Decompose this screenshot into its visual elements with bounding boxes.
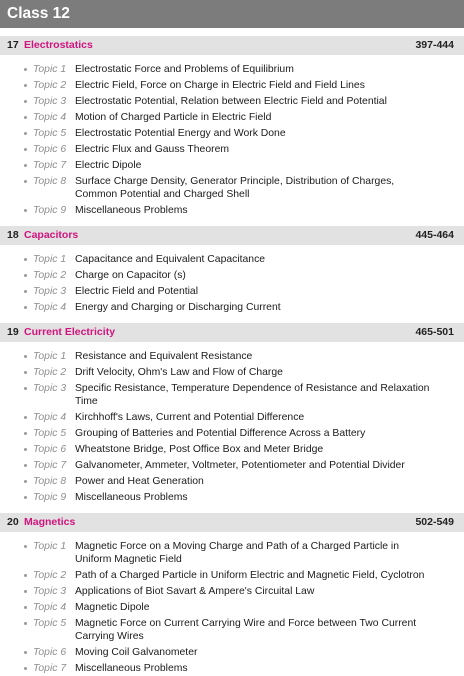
topic-label: Topic 5 xyxy=(33,427,67,439)
topic-row xyxy=(0,599,464,615)
chapter-section xyxy=(0,323,464,505)
chapter-title: Magnetics xyxy=(24,516,76,528)
topic-title: Specific Resistance, Temperature Dependence of Resistance and Relaxation Time xyxy=(75,382,430,407)
chapter-page-range: 465-501 xyxy=(415,326,454,338)
chapter-title: Current Electricity xyxy=(24,326,116,338)
topic-label: Topic 1 xyxy=(33,253,67,265)
topic-label: Topic 2 xyxy=(33,569,67,581)
topic-title: Electric Field, Force on Charge in Electric Field and Field Lines xyxy=(75,79,365,91)
topic-title: Electrostatic Potential, Relation between Electric Field and Potential xyxy=(75,95,387,107)
bullet-icon xyxy=(24,545,27,548)
topic-row xyxy=(0,473,464,489)
topic-title: Miscellaneous Problems xyxy=(75,491,188,503)
topic-label: Topic 2 xyxy=(33,79,67,91)
bullet-icon xyxy=(24,274,27,277)
topic-list xyxy=(0,61,464,218)
topic-title: Miscellaneous Problems xyxy=(75,204,188,216)
topic-title: Path of a Charged Particle in Uniform Electric and Magnetic Field, Cyclotron xyxy=(75,569,425,581)
bullet-icon xyxy=(24,290,27,293)
topic-title: Wheatstone Bridge, Post Office Box and Meter Bridge xyxy=(75,443,324,455)
topic-row xyxy=(0,283,464,299)
bullet-icon xyxy=(24,209,27,212)
topic-row xyxy=(0,109,464,125)
topic-row xyxy=(0,457,464,473)
chapter-header xyxy=(0,36,464,55)
topic-row xyxy=(0,125,464,141)
bullet-icon xyxy=(24,574,27,577)
bullet-icon xyxy=(24,116,27,119)
topic-label: Topic 4 xyxy=(33,111,67,123)
class-title: Class 12 xyxy=(0,0,464,28)
topic-row xyxy=(0,173,464,202)
bullet-icon xyxy=(24,496,27,499)
topic-label: Topic 6 xyxy=(33,143,67,155)
topic-label: Topic 2 xyxy=(33,366,67,378)
chapter-section xyxy=(0,513,464,676)
topic-row xyxy=(0,267,464,283)
bullet-icon xyxy=(24,258,27,261)
chapter-page-range: 445-464 xyxy=(415,229,454,241)
topic-label: Topic 9 xyxy=(33,491,67,503)
bullet-icon xyxy=(24,180,27,183)
topic-label: Topic 5 xyxy=(33,617,67,629)
bullet-icon xyxy=(24,100,27,103)
bullet-icon xyxy=(24,432,27,435)
topic-label: Topic 1 xyxy=(33,63,67,75)
chapter-header xyxy=(0,226,464,245)
topic-row xyxy=(0,77,464,93)
topic-label: Topic 2 xyxy=(33,269,67,281)
topic-label: Topic 8 xyxy=(33,175,67,187)
topic-title: Power and Heat Generation xyxy=(75,475,204,487)
chapter-header xyxy=(0,323,464,342)
bullet-icon xyxy=(24,132,27,135)
chapter-page-range: 397-444 xyxy=(415,39,454,51)
topic-row xyxy=(0,489,464,505)
chapter-section xyxy=(0,226,464,315)
bullet-icon xyxy=(24,590,27,593)
topic-row xyxy=(0,141,464,157)
topic-label: Topic 6 xyxy=(33,646,67,658)
bullet-icon xyxy=(24,651,27,654)
chapter-list xyxy=(0,36,464,676)
bullet-icon xyxy=(24,371,27,374)
topic-title: Resistance and Equivalent Resistance xyxy=(75,350,253,362)
chapter-page-range: 502-549 xyxy=(415,516,454,528)
topic-list xyxy=(0,348,464,505)
topic-row xyxy=(0,441,464,457)
topic-label: Topic 1 xyxy=(33,350,67,362)
chapter-header xyxy=(0,513,464,532)
topic-label: Topic 4 xyxy=(33,411,67,423)
bullet-icon xyxy=(24,387,27,390)
topic-title: Motion of Charged Particle in Electric Field xyxy=(75,111,272,123)
topic-row xyxy=(0,299,464,315)
bullet-icon xyxy=(24,606,27,609)
topic-label: Topic 3 xyxy=(33,95,67,107)
topic-title: Magnetic Dipole xyxy=(75,601,150,613)
topic-title: Drift Velocity, Ohm's Law and Flow of Charge xyxy=(75,366,283,378)
topic-row xyxy=(0,380,464,409)
topic-row xyxy=(0,202,464,218)
topic-label: Topic 7 xyxy=(33,662,67,674)
topic-label: Topic 8 xyxy=(33,475,67,487)
topic-label: Topic 3 xyxy=(33,285,67,297)
topic-label: Topic 4 xyxy=(33,301,67,313)
bullet-icon xyxy=(24,416,27,419)
topic-row xyxy=(0,567,464,583)
chapter-number: 19 xyxy=(7,326,19,338)
topic-row xyxy=(0,425,464,441)
topic-title: Energy and Charging or Discharging Current xyxy=(75,301,281,313)
topic-row xyxy=(0,660,464,676)
topic-title: Electrostatic Force and Problems of Equilibrium xyxy=(75,63,294,75)
topic-title: Miscellaneous Problems xyxy=(75,662,188,674)
topic-title: Moving Coil Galvanometer xyxy=(75,646,198,658)
bullet-icon xyxy=(24,84,27,87)
chapter-title: Electrostatics xyxy=(24,39,93,51)
topic-label: Topic 3 xyxy=(33,382,67,394)
topic-title: Charge on Capacitor (s) xyxy=(75,269,186,281)
chapter-section xyxy=(0,36,464,218)
topic-row xyxy=(0,93,464,109)
topic-list xyxy=(0,538,464,676)
topic-title: Capacitance and Equivalent Capacitance xyxy=(75,253,266,265)
bullet-icon xyxy=(24,68,27,71)
topic-row xyxy=(0,348,464,364)
topic-row xyxy=(0,251,464,267)
bullet-icon xyxy=(24,355,27,358)
topic-row xyxy=(0,157,464,173)
chapter-number: 17 xyxy=(7,39,19,51)
topic-row xyxy=(0,409,464,425)
bullet-icon xyxy=(24,464,27,467)
topic-label: Topic 4 xyxy=(33,601,67,613)
topic-title: Grouping of Batteries and Potential Difference Across a Battery xyxy=(75,427,366,439)
topic-row xyxy=(0,538,464,567)
topic-label: Topic 7 xyxy=(33,459,67,471)
bullet-icon xyxy=(24,622,27,625)
bullet-icon xyxy=(24,667,27,670)
bullet-icon xyxy=(24,164,27,167)
topic-row xyxy=(0,364,464,380)
topic-label: Topic 7 xyxy=(33,159,67,171)
chapter-number: 18 xyxy=(7,229,19,241)
topic-title: Electric Dipole xyxy=(75,159,142,171)
topic-label: Topic 9 xyxy=(33,204,67,216)
bullet-icon xyxy=(24,480,27,483)
topic-label: Topic 5 xyxy=(33,127,67,139)
topic-title: Magnetic Force on Current Carrying Wire and Force between Two Current Carrying Wires xyxy=(75,617,417,642)
topic-title: Magnetic Force on a Moving Charge and Path of a Charged Particle in Uniform Magnetic Field xyxy=(75,540,400,565)
topic-label: Topic 1 xyxy=(33,540,67,552)
chapter-number: 20 xyxy=(7,516,19,528)
topic-title: Surface Charge Density, Generator Principle, Distribution of Charges, Common Potential and Charged Shell xyxy=(75,175,395,200)
topic-label: Topic 6 xyxy=(33,443,67,455)
topic-title: Electric Flux and Gauss Theorem xyxy=(75,143,229,155)
topic-title: Galvanometer, Ammeter, Voltmeter, Potentiometer and Potential Divider xyxy=(75,459,405,471)
topic-row xyxy=(0,583,464,599)
topic-row xyxy=(0,644,464,660)
bullet-icon xyxy=(24,306,27,309)
topic-label: Topic 3 xyxy=(33,585,67,597)
chapter-title: Capacitors xyxy=(24,229,79,241)
topic-title: Applications of Biot Savart & Ampere's Circuital Law xyxy=(75,585,315,597)
topic-row xyxy=(0,61,464,77)
topic-list xyxy=(0,251,464,315)
topic-title: Electric Field and Potential xyxy=(75,285,199,297)
bullet-icon xyxy=(24,148,27,151)
bullet-icon xyxy=(24,448,27,451)
topic-title: Kirchhoff's Laws, Current and Potential Difference xyxy=(75,411,305,423)
topic-title: Electrostatic Potential Energy and Work Done xyxy=(75,127,286,139)
